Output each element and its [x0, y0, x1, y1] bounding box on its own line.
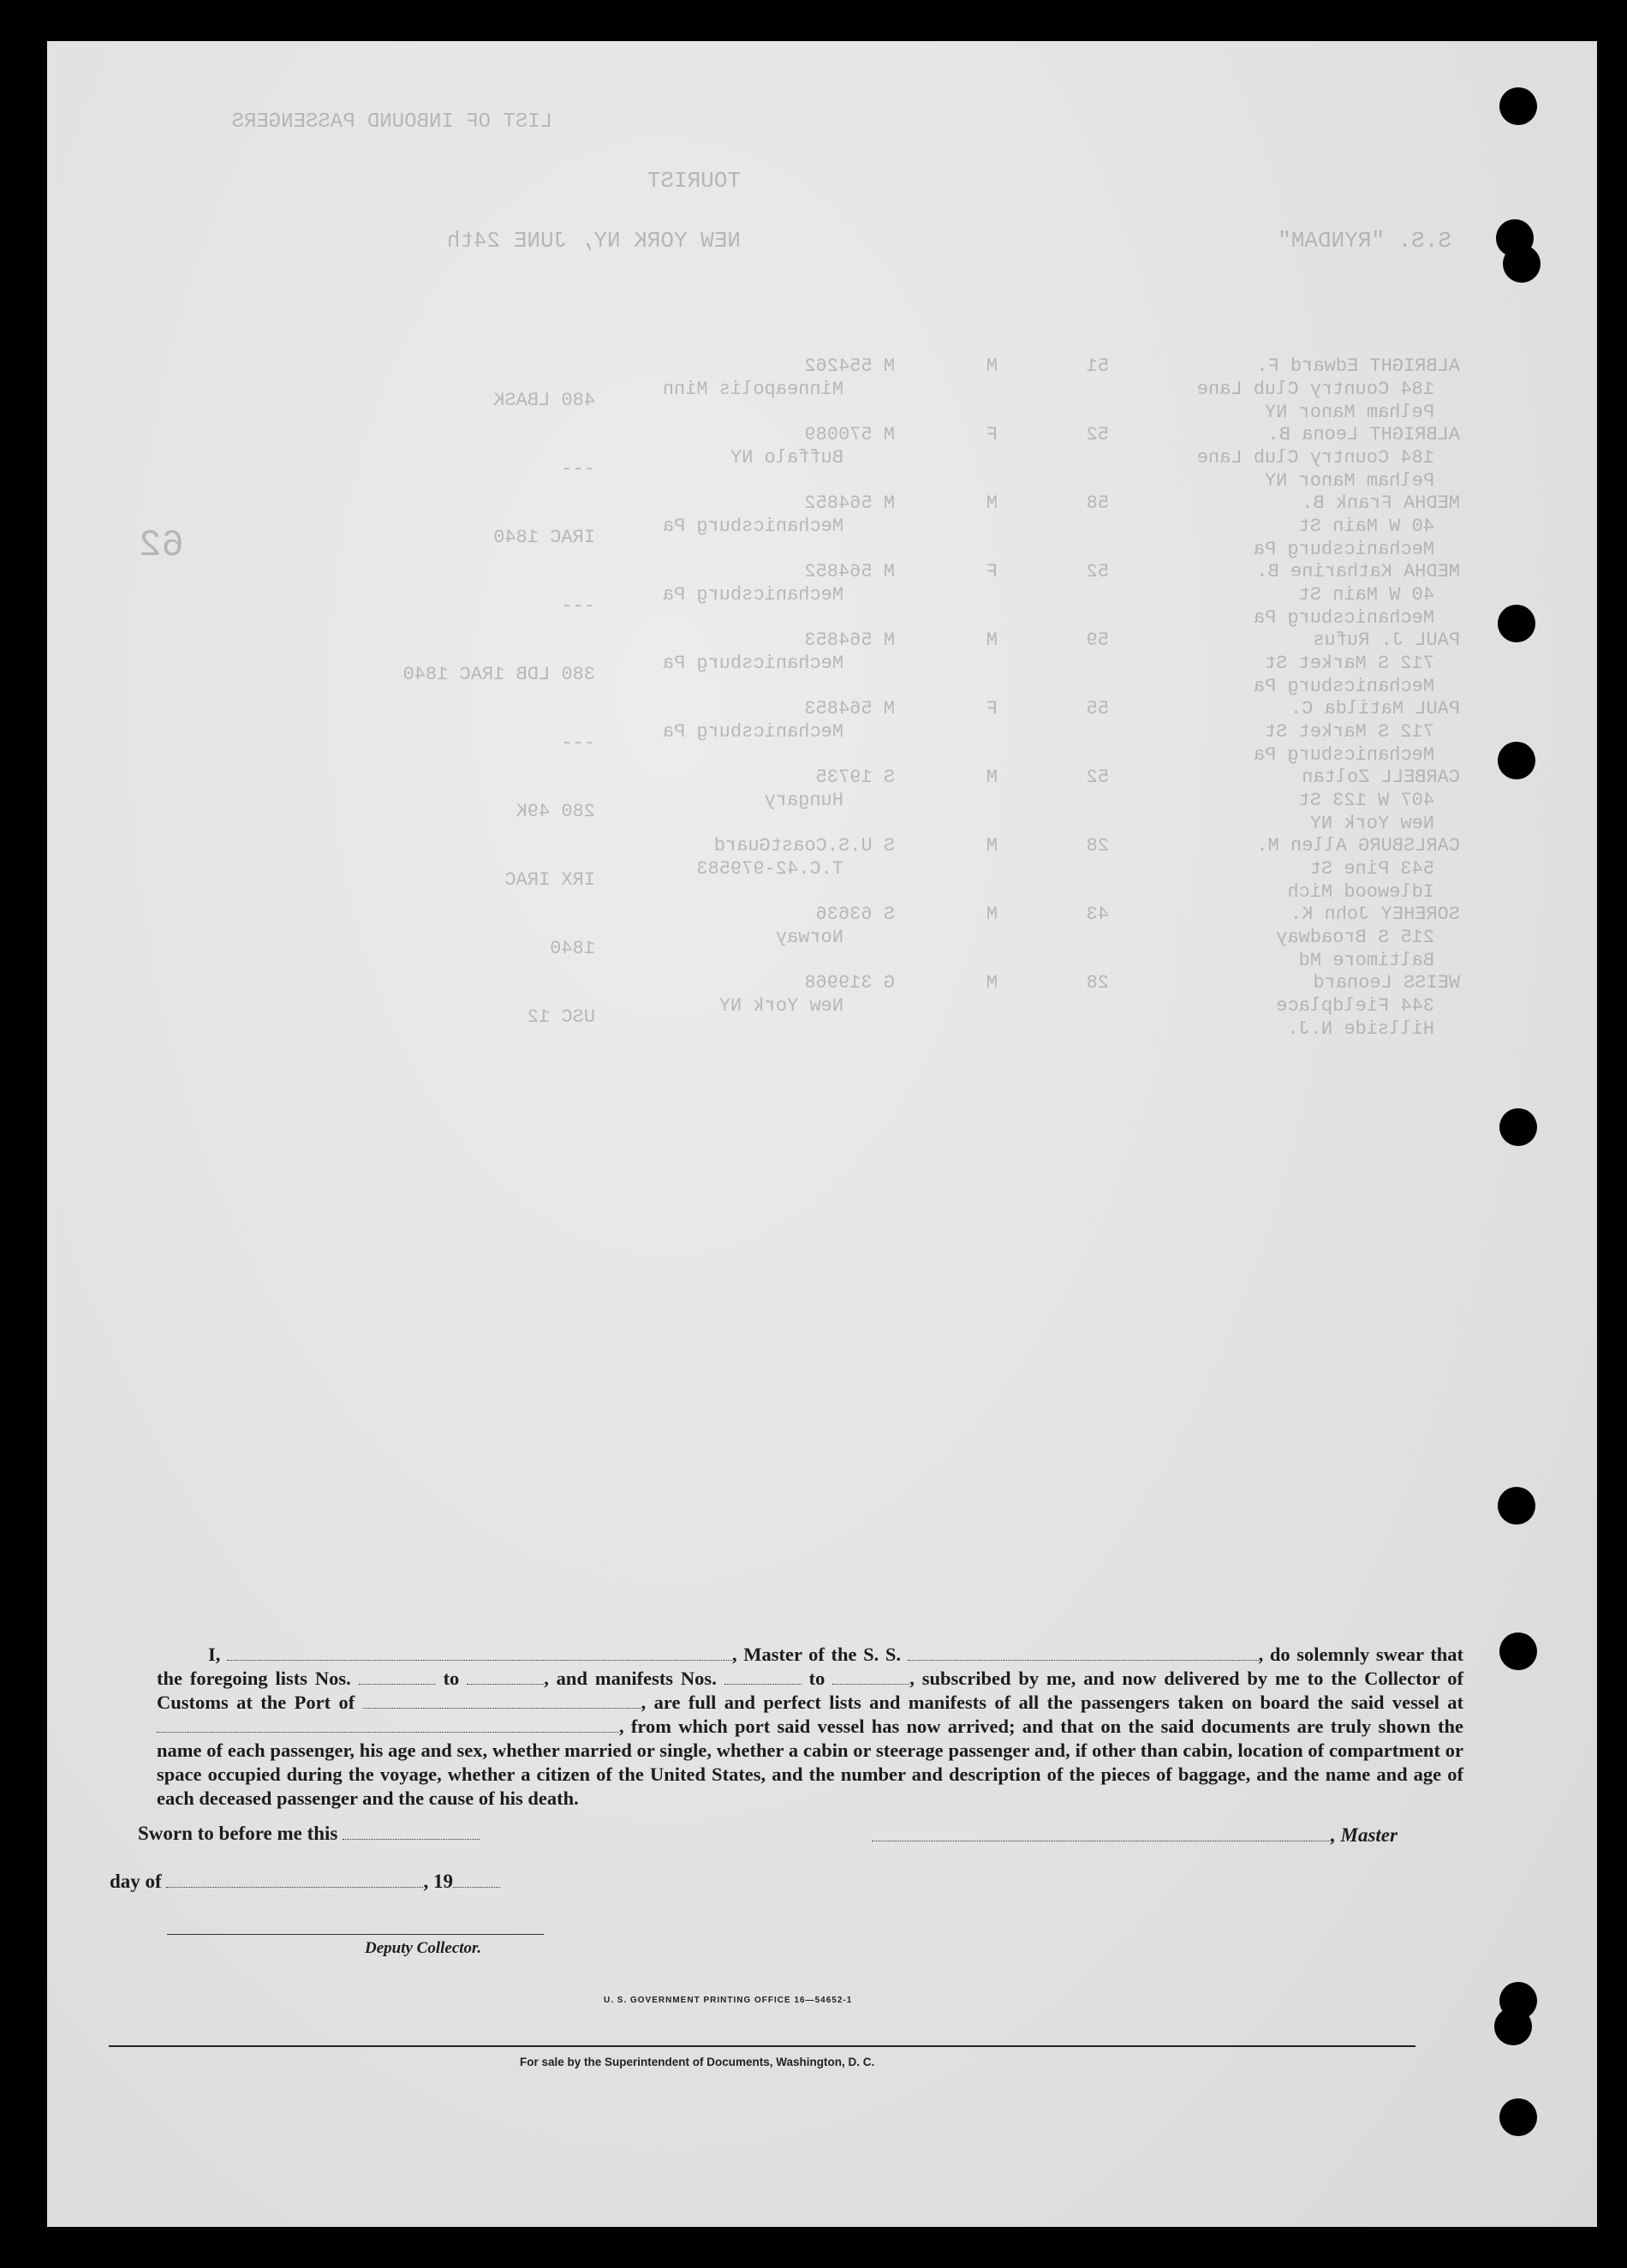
sworn-date-blank[interactable]	[343, 1827, 480, 1840]
ghost-passenger-cert: ---	[561, 458, 595, 480]
oath-do-solemnly: , do solemnly	[1258, 1644, 1370, 1665]
ghost-passenger-birth: Minneapolis Minn	[662, 379, 843, 400]
ghost-passenger-city: Pelham Manor NY	[1264, 470, 1434, 492]
ghost-passenger-cert: ---	[561, 595, 595, 617]
deputy-signature-line	[167, 1934, 544, 1935]
punch-hole	[1499, 1108, 1537, 1146]
ghost-passenger-age: 58	[1086, 492, 1109, 514]
punch-hole	[1498, 1487, 1535, 1525]
day-of-line	[110, 1871, 500, 1893]
oath-paragraph	[157, 1643, 1463, 1811]
master-signature-line	[872, 1824, 1398, 1847]
ghost-port-date: NEW YORK NY, JUNE 24th	[446, 228, 741, 254]
ghost-passenger-address: 712 S Market St	[1264, 653, 1434, 674]
manifest-to-blank[interactable]	[832, 1672, 909, 1685]
ghost-passenger-city: Hillside N.J.	[1287, 1018, 1434, 1040]
ghost-passenger-address: 215 S Broadway	[1276, 927, 1434, 948]
ghost-passenger-birth: Mechanicsburg Pa	[662, 653, 843, 674]
oath-manifests: , and manifests Nos.	[544, 1668, 717, 1689]
ghost-passenger-name: CARBELL Zoltan	[1302, 767, 1460, 788]
ghost-passenger-cert: IRX IRAC	[504, 869, 595, 891]
ghost-passenger-birth: New York NY	[718, 995, 843, 1017]
ghost-passenger-city: Mechanicsburg Pa	[1253, 676, 1434, 697]
ghost-passenger-age: 55	[1086, 698, 1109, 719]
punch-hole	[1503, 245, 1541, 283]
ghost-passenger-city: New York NY	[1309, 813, 1434, 834]
ghost-passenger-birth: Mechanicsburg Pa	[662, 516, 843, 537]
ghost-passenger-name: PAUL J. Rufus	[1313, 630, 1460, 651]
ghost-passenger-name: ALBRIGHT Leona B.	[1267, 424, 1460, 445]
ghost-passenger-city: Mechanicsburg Pa	[1253, 607, 1434, 629]
oath-full-perfect: , are full and perfect lists and	[641, 1692, 901, 1713]
ghost-passenger-sex: M	[986, 492, 998, 514]
ghost-passenger-passport: S 63636	[815, 904, 895, 925]
ghost-passenger-sex: F	[986, 561, 998, 582]
oath-intro: I,	[208, 1644, 221, 1665]
year-label: , 19	[423, 1871, 453, 1892]
list-to-blank[interactable]	[467, 1672, 544, 1685]
master-signature-blank[interactable]	[872, 1829, 1331, 1841]
ghost-passenger-cert: USC 12	[527, 1006, 595, 1028]
ghost-passenger-passport: G 319968	[804, 972, 895, 994]
ghost-ship: S.S. "RYNDAM"	[1278, 228, 1451, 254]
ghost-passenger-address: 40 W Main St	[1298, 516, 1434, 537]
for-sale-notice: For sale by the Superintendent of Documents, Washington, D. C.	[520, 2056, 875, 2068]
ghost-passenger-passport: S U.S.CoastGuard	[713, 835, 895, 856]
ghost-passenger-passport: S 19735	[815, 767, 895, 788]
ghost-passenger-sex: F	[986, 424, 998, 445]
sworn-label: Sworn to before me this	[138, 1823, 338, 1844]
ghost-list-title: LIST OF INBOUND PASSENGERS	[231, 110, 552, 134]
ghost-passenger-sex: M	[986, 972, 998, 994]
ghost-passenger-cert: ---	[561, 732, 595, 754]
ghost-passenger-city: Mechanicsburg Pa	[1253, 539, 1434, 560]
punch-hole	[1494, 2008, 1532, 2045]
bleed-through-manifest	[47, 41, 1597, 2227]
oath-rest: port said vessel has now arrived; and that on the said documents are truly shown the name of each passenger, his age and sex, whether married or single, whether a cabin or steerage passenger and, if other than cabin, location of compartment or space occupied during the voyage, whether a citizen of the United States, and the number and description of the pieces of baggage, and the name and age of each deceased passenger and the cause of his death.	[157, 1716, 1463, 1809]
ghost-passenger-cert: 480 LBASK	[493, 390, 595, 411]
ghost-passenger-age: 51	[1086, 355, 1109, 377]
ghost-stamp: 62	[139, 524, 184, 567]
punch-hole	[1499, 87, 1537, 125]
punch-hole	[1499, 1632, 1537, 1670]
month-blank[interactable]	[166, 1875, 423, 1888]
port-blank[interactable]	[363, 1696, 641, 1709]
ghost-passenger-age: 59	[1086, 630, 1109, 651]
departure-port-blank[interactable]	[157, 1720, 619, 1733]
ghost-passenger-passport: M 554262	[804, 355, 895, 377]
oath-swear: swear that the foregoing lists Nos.	[157, 1644, 1463, 1689]
oath-to-1: to	[443, 1668, 460, 1689]
ghost-passenger-birth: T.C.42-979583	[696, 858, 843, 880]
oath-manifests-all: manifests of all the passengers taken on board the said vessel at	[908, 1692, 1464, 1713]
ghost-passenger-age: 52	[1086, 424, 1109, 445]
ghost-passenger-address: 184 Country Club Lane	[1196, 447, 1434, 469]
ghost-passenger-cert: 380 LDB 1RAC 1840	[402, 664, 595, 685]
ghost-passenger-name: MEDHA Katharine B.	[1256, 561, 1460, 582]
deputy-collector-label: Deputy Collector.	[365, 1939, 482, 1957]
ghost-passenger-name: CARLSBURG Allen M.	[1256, 835, 1460, 856]
oath-master-of: , Master of the S. S.	[732, 1644, 901, 1665]
ghost-passenger-birth: Hungary	[764, 790, 843, 811]
ghost-passenger-sex: M	[986, 630, 998, 651]
ghost-passenger-name: WEISS Leonard	[1313, 972, 1460, 994]
oath-to-2: to	[808, 1668, 825, 1689]
manifest-from-blank[interactable]	[724, 1672, 802, 1685]
ghost-passenger-age: 28	[1086, 835, 1109, 856]
ghost-passenger-name: PAUL Matilda C.	[1290, 698, 1460, 719]
ghost-passenger-sex: M	[986, 835, 998, 856]
ghost-passenger-passport: M 570089	[804, 424, 895, 445]
master-name-blank[interactable]	[227, 1648, 732, 1661]
ghost-passenger-cert: 280 49K	[516, 801, 595, 822]
year-blank[interactable]	[453, 1875, 500, 1888]
oath-from-which: , from which	[619, 1716, 728, 1737]
ghost-passenger-name: SOREHEY John K.	[1290, 904, 1460, 925]
sworn-line	[138, 1823, 480, 1845]
ghost-passenger-address: 40 W Main St	[1298, 584, 1434, 606]
ghost-passenger-birth: Buffalo NY	[730, 447, 843, 469]
ghost-passenger-cert: IRAC 1840	[493, 527, 595, 548]
ghost-passenger-name: ALBRIGHT Edward F.	[1256, 355, 1460, 377]
ghost-passenger-city: Baltimore Md	[1298, 950, 1434, 971]
ghost-passenger-name: MEDHA Frank B.	[1302, 492, 1460, 514]
ghost-passenger-address: 543 Pine St	[1309, 858, 1434, 880]
ghost-passenger-age: 43	[1086, 904, 1109, 925]
ghost-class: TOURIST	[647, 168, 741, 194]
ghost-passenger-sex: M	[986, 355, 998, 377]
ghost-passenger-passport: M 564852	[804, 492, 895, 514]
ghost-passenger-address: 407 W 123 St	[1298, 790, 1434, 811]
ghost-passenger-cert: 1840	[550, 938, 595, 959]
ghost-passenger-birth: Mechanicsburg Pa	[662, 721, 843, 743]
oath-delivered: delivered by me to the Collector of Customs at the Port of	[157, 1668, 1464, 1713]
master-label: , Master	[1331, 1824, 1398, 1846]
ghost-passenger-city: Pelham Manor NY	[1264, 402, 1434, 423]
printing-office-imprint: U. S. GOVERNMENT PRINTING OFFICE 16—54652-1	[604, 1996, 853, 2005]
ghost-passenger-address: 712 S Market St	[1264, 721, 1434, 743]
ghost-passenger-sex: M	[986, 767, 998, 788]
ghost-passenger-passport: M 564852	[804, 561, 895, 582]
day-of-label: day of	[110, 1871, 162, 1892]
punch-hole	[1498, 742, 1535, 779]
ghost-passenger-birth: Norway	[775, 927, 843, 948]
ship-name-blank[interactable]	[908, 1648, 1259, 1661]
ghost-passenger-age: 52	[1086, 561, 1109, 582]
punch-hole	[1498, 605, 1535, 642]
ghost-passenger-birth: Mechanicsburg Pa	[662, 584, 843, 606]
footer-rule	[109, 2045, 1415, 2047]
ghost-passenger-sex: M	[986, 904, 998, 925]
ghost-passenger-age: 28	[1086, 972, 1109, 994]
ghost-passenger-sex: F	[986, 698, 998, 719]
ghost-passenger-city: Mechanicsburg Pa	[1253, 744, 1434, 766]
ghost-passenger-passport: M 564853	[804, 630, 895, 651]
ghost-passenger-age: 52	[1086, 767, 1109, 788]
ghost-passenger-city: Idlewood Mich	[1287, 881, 1434, 903]
ghost-passenger-passport: M 564853	[804, 698, 895, 719]
ghost-passenger-address: 344 Fieldplace	[1276, 995, 1434, 1017]
oath-subscribed: , subscribed by me, and now	[909, 1668, 1157, 1689]
list-from-blank[interactable]	[359, 1672, 436, 1685]
ghost-passenger-address: 184 Country Club Lane	[1196, 379, 1434, 400]
punch-hole	[1499, 2098, 1537, 2136]
document-page	[47, 41, 1597, 2227]
